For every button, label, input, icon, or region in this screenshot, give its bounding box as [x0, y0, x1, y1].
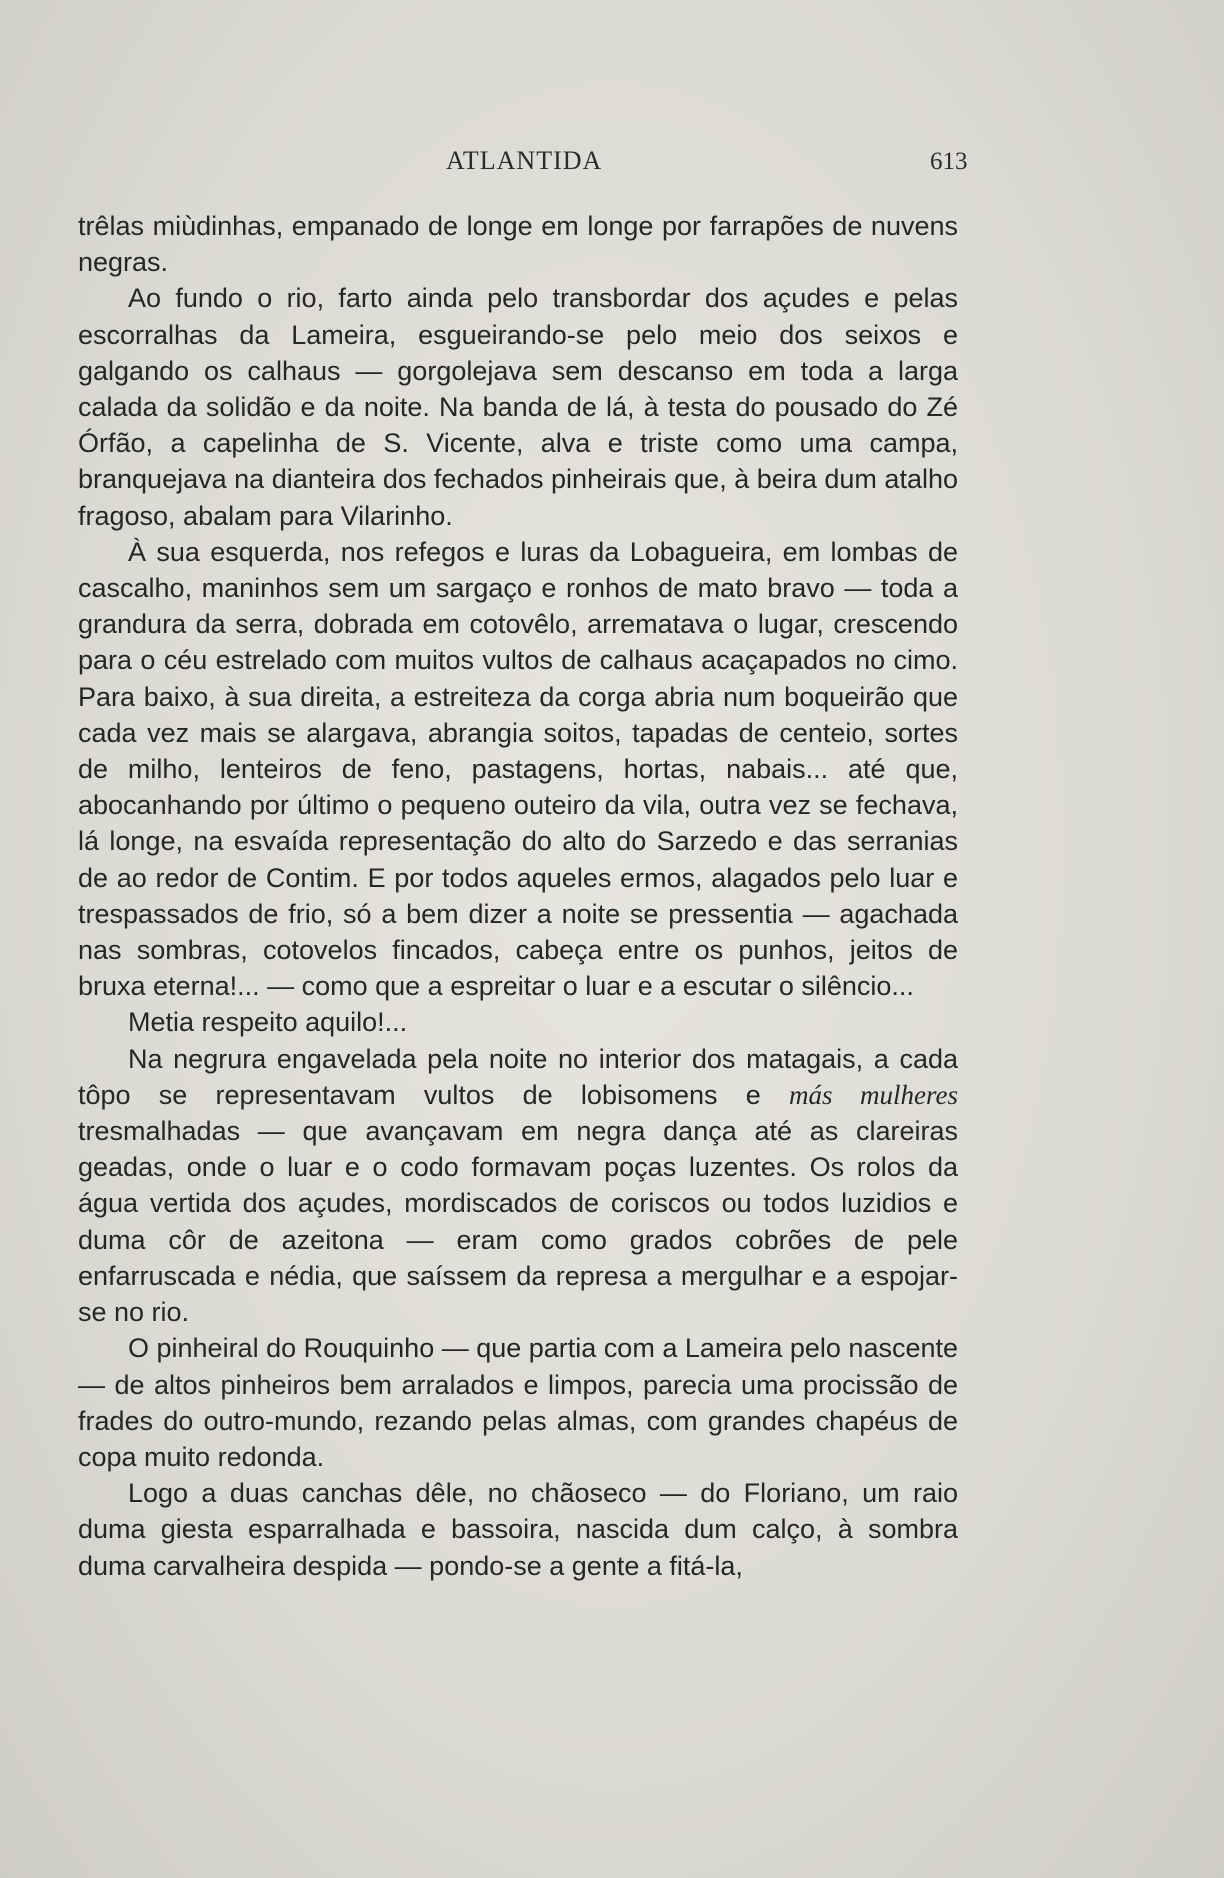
page-number: 613 — [930, 148, 968, 175]
running-title: ATLANTIDA — [446, 146, 603, 175]
paragraph — [78, 1041, 958, 1331]
paragraph: Metia respeito aquilo!... — [128, 1007, 408, 1038]
paragraph: À sua esquerda, nos refegos e luras da Lobagueira, em lombas de cascalho, maninhos sem um sargaço e ronhos de mato bravo — toda a grandura da serra, dobrada em cotovêlo, arrematava o lugar, crescendo para o céu estrelado com muitos vultos de calhaus acaçapados no cimo. Para baixo, à sua direita, a estreiteza da corga abria num boqueirão que cada vez mais se alargava, abrangia soitos, tapadas de centeio, sortes de milho, lenteiros de feno, pastagens, hortas, nabais... até que, abocanhando por último o pequeno outeiro da vila, outra vez se fechava, lá longe, na esvaída representação do alto do Sarzedo e das serranias de ao redor de Contim. E por todos aqueles ermos, alagados pelo luar e trespassados de frio, só a bem dizer a noite se pressentia — agachada nas sombras, cotovelos fincados, cabeça entre os punhos, jeitos de bruxa eterna!... — como que a espreitar o luar e a escutar o silêncio... — [78, 536, 958, 1002]
paragraph: O pinheiral do Rouquinho — que partia com a Lameira pelo nascente — de altos pinheiros bem arralados e limpos, parecia uma procissão de frades do outro-mundo, rezando pelas almas, com grandes chapéus de copa muito redonda. — [78, 1333, 959, 1472]
page-header — [0, 146, 1224, 180]
paragraph: Ao fundo o rio, farto ainda pelo transbordar dos açudes e pelas escorralhas da Lameira, esgueirando-se pelo meio dos seixos e galgando os calhaus — gorgolejava sem descanso em toda a larga calada da solidão e da noite. Na banda de lá, à testa do pousado do Zé Órfão, a capelinha de S. Vicente, alva e triste como uma campa, branquejava na dianteira dos fechados pinheirais que, à beira dum atalho fragoso, abalam para Vilarinho. — [78, 283, 958, 531]
paragraph: trêlas miùdinhas, empanado de longe em longe por farrapões de nuvens negras. — [78, 211, 958, 278]
paragraph: Logo a duas canchas dêle, no chãoseco — do Floriano, um raio duma giesta esparralhada e bassoira, nascida dum calço, à sombra duma carvalheira despida — pondo-se a gente a fitá-la, — [78, 1478, 958, 1581]
paragraph-text: Na negrura engavelada pela noite no interior dos matagais, a cada tôpo se representavam vultos de lobisomens e — [78, 1043, 958, 1110]
body-text — [78, 208, 958, 1584]
paragraph-text: tresmalhadas — que avançavam em negra dança até as clareiras geadas, onde o luar e o codo formavam poças luzentes. Os rolos da água vertida dos açudes, mordiscados de coriscos ou todos luzidios e duma côr de azeitona — eram como grados cobrões de pele enfarruscada e nédia, que saíssem da represa a mergulhar e a espojar-se no rio. — [78, 1116, 958, 1328]
italic-phrase: más mulheres — [789, 1079, 958, 1110]
